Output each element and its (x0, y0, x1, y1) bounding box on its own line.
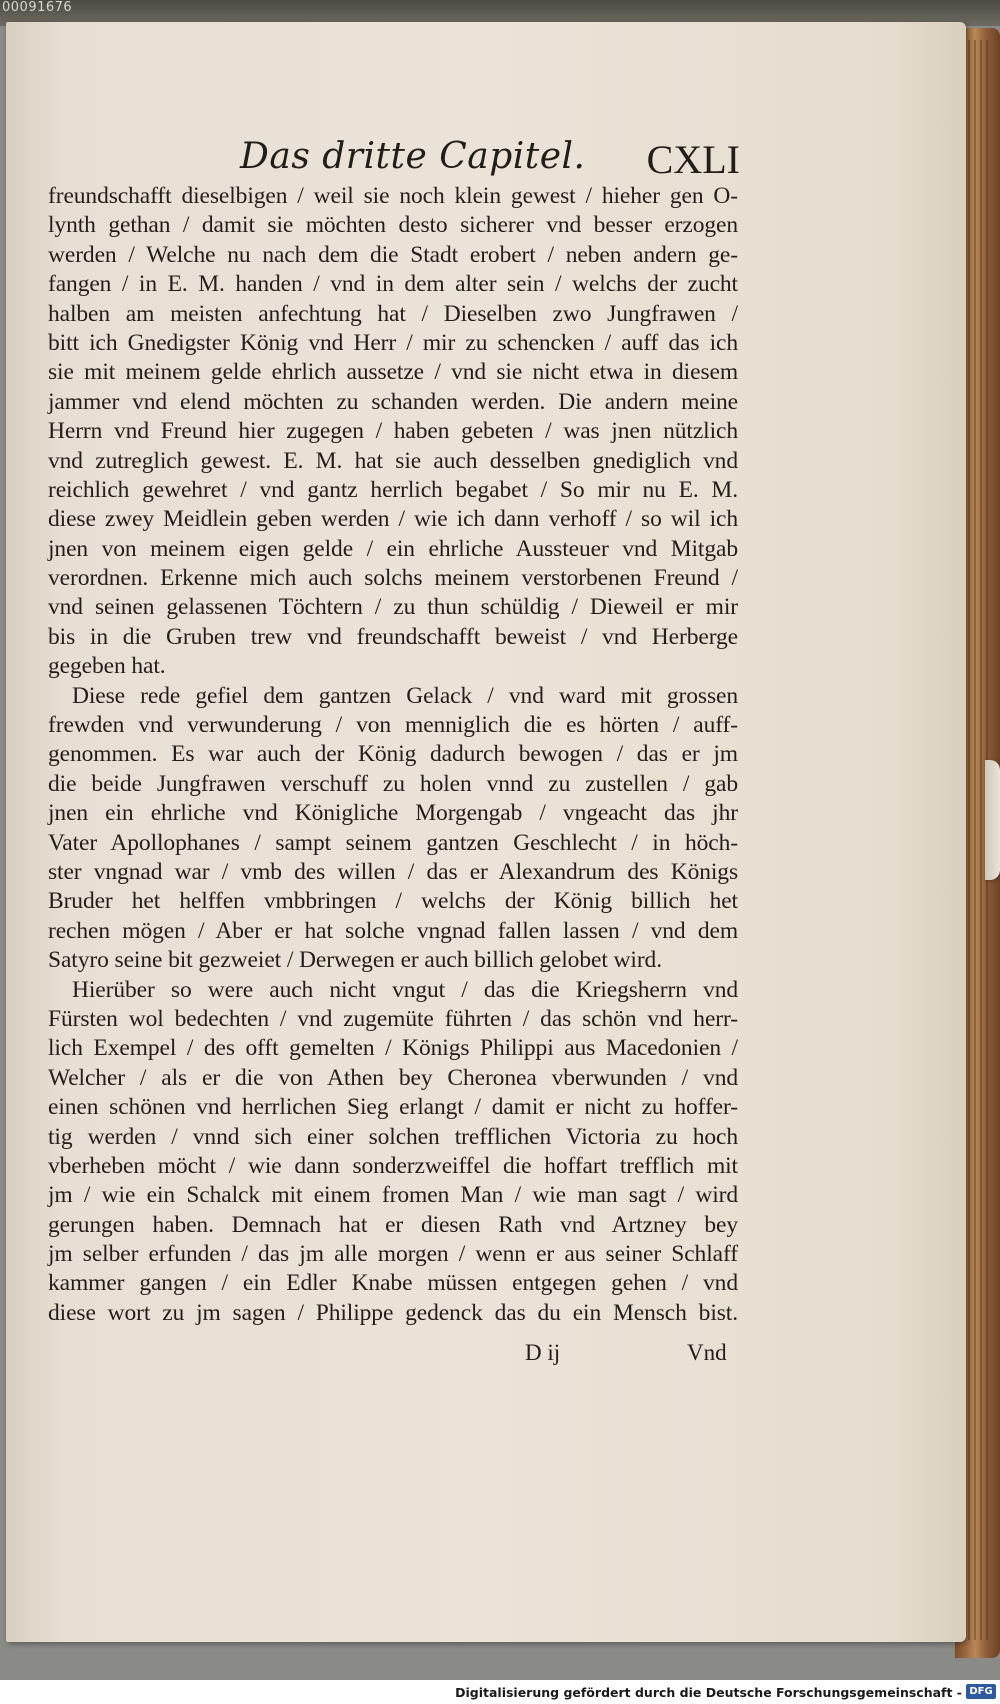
text-line: jnen ein ehrliche vnd Königliche Morgengab / vngeacht das jhr (48, 800, 738, 827)
text-line: reichlich gewehret / vnd gantz herrlich begabet / So mir nu E. M. (48, 476, 738, 503)
text-line: vnd zutreglich gewest. E. M. hat sie auch desselben gnediglich vnd (48, 447, 738, 474)
text-line: jnen von meinem eigen gelde / ein ehrliche Aussteuer vnd Mitgab (48, 535, 738, 562)
text-line: Herrn vnd Freund hier zugegen / haben gebeten / was jnen nützlich (48, 418, 738, 445)
text-line: kammer gangen / ein Edler Knabe müssen entgegen gehen / vnd (48, 1270, 738, 1297)
page-marker-tab (985, 760, 1000, 880)
text-line: lich Exempel / des offt gemelten / Königs Philippi aus Macedonien / (48, 1035, 738, 1062)
text-block (48, 182, 738, 1328)
text-line: diese zwey Meidlein geben werden / wie ich dann verhoff / so wil ich (48, 506, 738, 533)
text-line: verordnen. Erkenne mich auch solchs meinem verstorbenen Freund / (48, 565, 738, 592)
text-line: Vater Apollophanes / sampt seinem gantzen Geschlecht / in höch- (48, 829, 738, 856)
text-line: bitt ich Gnedigster König vnd Herr / mir zu schencken / auff das ich (48, 329, 738, 356)
text-line: gerungen haben. Demnach hat er diesen Rath vnd Artzney bey (48, 1211, 738, 1238)
text-line: werden / Welche nu nach dem die Stadt erobert / neben andern ge- (48, 241, 738, 268)
text-line: genommen. Es war auch der König dadurch bewogen / das er jm (48, 741, 738, 768)
folio-number: CXLI (646, 137, 740, 182)
chapter-title: Das dritte Capitel. (240, 136, 586, 177)
text-line: Welcher / als er die von Athen bey Cheronea vberwunden / vnd (48, 1064, 738, 1091)
text-line: jammer vnd elend möchten zu schanden werden. Die andern meine (48, 388, 738, 415)
text-line: tig werden / vnnd sich einer solchen trefflichen Victoria zu hoch (48, 1123, 738, 1150)
text-line: jm / wie ein Schalck mit einem fromen Man / wie man sagt / wird (48, 1182, 738, 1209)
text-line: Satyro seine bit gezweiet / Derwegen er auch billich gelobet wird. (48, 947, 662, 974)
scan-id-label: 00091676 (2, 0, 73, 15)
dfg-logo: DFG (966, 1684, 996, 1699)
text-line: Fürsten wol bedechten / vnd zugemüte führten / das schön vnd herr- (48, 1005, 738, 1032)
text-line: frewden vnd verwunderung / von menniglich die es hörten / auff- (48, 712, 738, 739)
catchword: Vnd (687, 1340, 727, 1365)
signature-mark: D ij (525, 1340, 561, 1365)
text-line: die beide Jungfrawen verschuff zu holen vnnd zu zustellen / gab (48, 770, 738, 797)
text-line: gegeben hat. (48, 653, 166, 680)
text-line: Diese rede gefiel dem gantzen Gelack / vnd ward mit grossen (72, 682, 738, 709)
text-line: Bruder het helffen vmbbringen / welchs der König billich het (48, 888, 738, 915)
text-line: sie mit meinem gelde ehrlich aussetze / vnd sie nicht etwa in diesem (48, 359, 738, 386)
text-line: bis in die Gruben trew vnd freundschafft beweist / vnd Herberge (48, 623, 738, 650)
text-line: vberheben möcht / wie dann sonderzweiffel die hoffart trefflich mit (48, 1152, 738, 1179)
text-line: vnd seinen gelassenen Töchtern / zu thun schüldig / Dieweil er mir (48, 594, 738, 621)
text-line: einen schönen vnd herrlichen Sieg erlangt / damit er nicht zu hoffer- (48, 1094, 738, 1121)
text-line: ster vngnad war / vmb des willen / das er Alexandrum des Königs (48, 858, 738, 885)
text-line: rechen mögen / Aber er hat solche vngnad fallen lassen / vnd dem (48, 917, 738, 944)
text-line: fangen / in E. M. handen / vnd in dem alter sein / welchs der zucht (48, 271, 738, 298)
running-head (240, 136, 740, 186)
text-line: halben am meisten anfechtung hat / Dieselben zwo Jungfrawen / (48, 300, 738, 327)
text-line: jm selber erfunden / das jm alle morgen / wenn er aus seiner Schlaff (48, 1241, 738, 1268)
text-line: diese wort zu jm sagen / Philippe gedenck das du ein Mensch bist. (48, 1299, 738, 1326)
text-line: Hierüber so were auch nicht vngut / das die Kriegsherrn vnd (72, 976, 738, 1003)
text-line: lynth gethan / damit sie möchten desto sicherer vnd besser erzogen (48, 212, 738, 239)
text-line: freundschafft dieselbigen / weil sie noch klein gewest / hieher gen O- (48, 183, 738, 209)
footer-credit: Digitalisierung gefördert durch die Deutsche Forschungsgemeinschaft - (455, 1685, 962, 1700)
